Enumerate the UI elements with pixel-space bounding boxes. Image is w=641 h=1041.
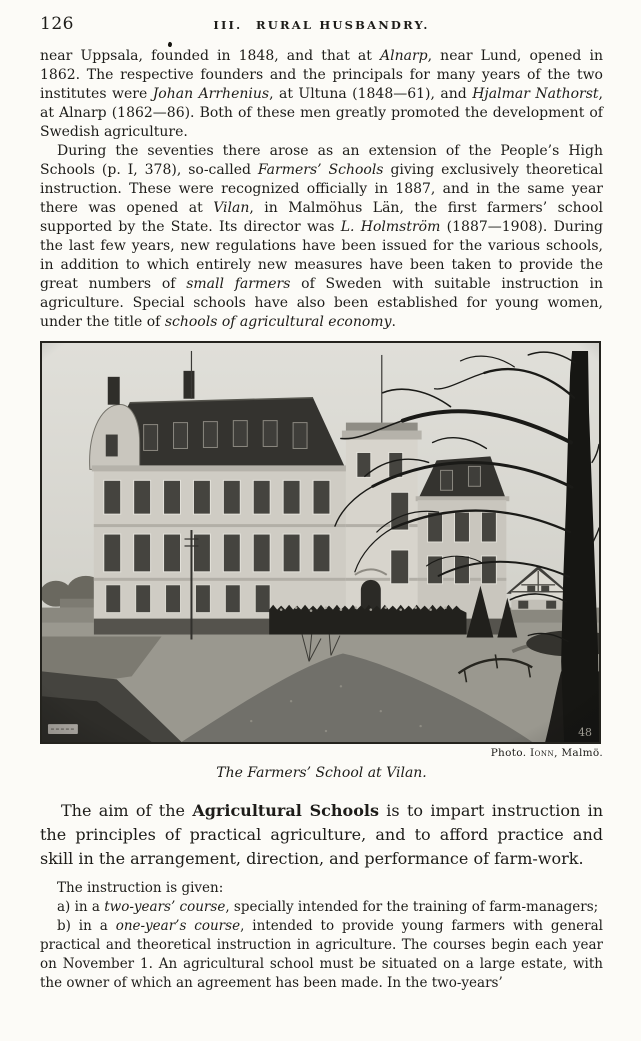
photo-figure [40,341,603,782]
text-run: Vilan [213,200,250,216]
text-run: Photo. [490,747,530,759]
text-run: two-years’ course [104,899,226,915]
text-run: Johan Arrhenius [152,86,270,102]
text-run: near Uppsala, founded in 1848, and that at [40,48,381,64]
text-run: , in Malmöhus Län, the first farmers’ school supported by the State. Its director was [40,200,603,235]
running-header-title: III. RURAL HUSBANDRY. [213,18,430,32]
text-run: of Sweden with suitable instruction in agriculture. Special schools have also been established for young women, under the title of [40,276,604,330]
text-run: (1887—1908). During the last few years, new regulations have been issued for the various schools, in addition to which entirely new measures have been taken to provide the great numbers of [40,219,603,292]
paragraph-aim [40,799,603,871]
text-run: , at Ultuna (1848—61), and [269,86,473,102]
photo-credit [40,747,603,760]
instruction-block [40,879,603,993]
school-photograph [40,341,601,744]
page-number: 126 [40,14,74,34]
text-run: , Malmö. [554,747,603,759]
text-run: Hjalmar Nathorst [472,86,599,102]
text-run: The instruction is given: [57,880,224,896]
photo-caption: The Farmers’ School at Vilan. [216,765,427,781]
paragraph-farmers-schools [40,142,603,332]
text-run: , intended to provide young farmers with general practical and theoretical instruction in agriculture. The courses begin each year on November 1. An agricultural school must be situated on a large estate, with the owner of which an agreement has been made. In the two-years’ [40,918,603,991]
text-run: , specially intended for the training of farm-managers; [225,899,599,915]
text-run: Alnarp [380,48,428,64]
text-run: a) in a [57,899,105,915]
text-run: During the seventies there arose as an extension of the People’s High Schools (p. I, 378), so-called [40,143,603,178]
text-run: . [391,314,396,330]
text-run: Farmers’ Schools [257,162,384,178]
instruction-intro [40,879,603,898]
text-run: L. Holmström [340,219,441,235]
text-run: giving exclusively theoretical instruction. These were recognized officially in 1887, and in the same year there was opened at [40,162,603,216]
photo-vignette [42,343,599,742]
text-run: , near Lund, opened in 1862. The respective founders and the principals for many years of the two institutes were [40,48,603,102]
instruction-item-b [40,917,603,993]
text-run: b) in a [57,918,116,934]
instruction-item-a [40,898,603,917]
text-run: is to impart instruction in the principles of practical agriculture, and to afford practice and skill in the arrangement, direction, and performance of farm-work. [40,801,604,868]
text-run: , at Alnarp (1862—86). Both of these men greatly promoted the development of Swedish agriculture. [40,86,603,140]
text-run: small farmers [186,276,291,292]
text-run: schools of agricultural economy [164,314,392,330]
school-photo-illustration [42,343,599,742]
text-run: The aim of the [61,801,193,820]
paragraph-opening [40,47,603,142]
text-run: Agricultural Schools [192,801,379,820]
text-run: Ionn [529,747,555,759]
running-head [40,14,603,34]
text-run: one-year’s course [115,918,241,934]
